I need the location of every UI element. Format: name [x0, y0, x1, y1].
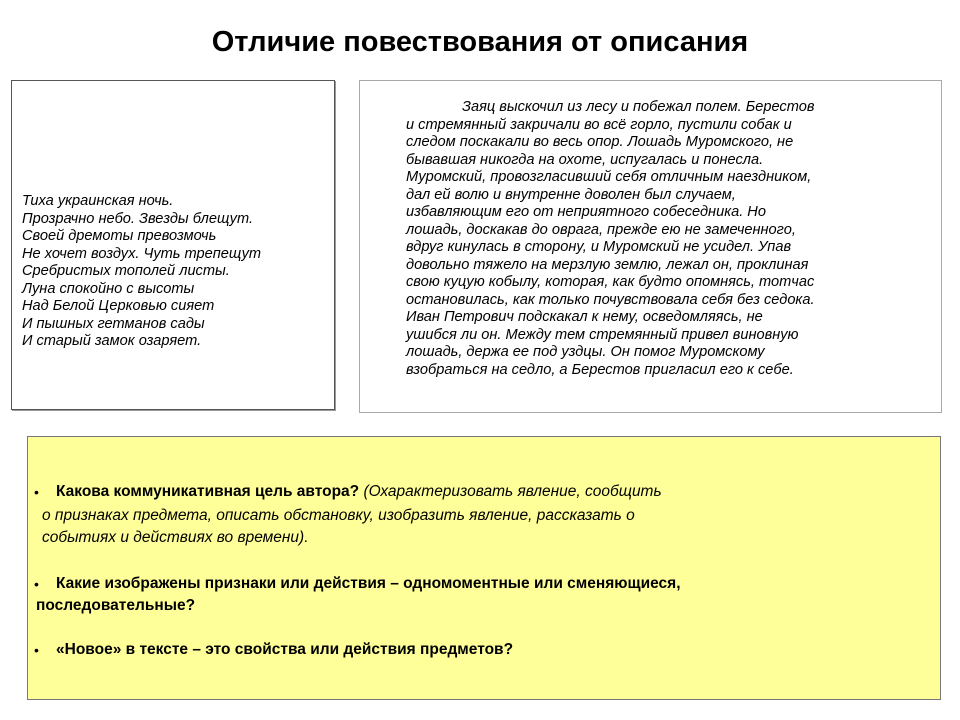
- prose-line: следом поскакали во весь опор. Лошадь Муромского, не: [406, 134, 794, 150]
- prose-line: Муромский, провозгласивший себя отличным наездником,: [406, 169, 812, 185]
- poem-line: Над Белой Церковью сияет: [22, 298, 215, 314]
- bullet-icon: •: [34, 642, 39, 658]
- prose-line: Заяц выскочил из лесу и побежал полем. Берестов: [462, 99, 815, 115]
- page-title: Отличие повествования от описания: [211, 26, 749, 58]
- poem-line: Сребристых тополей листы.: [22, 263, 230, 279]
- prose-text: [406, 99, 932, 379]
- question-3-text: «Новое» в тексте – это свойства или действия предметов?: [56, 641, 514, 658]
- poem-line: И старый замок озаряет.: [22, 333, 202, 349]
- prose-line: избавляющим его от неприятного собеседника. Но: [406, 204, 766, 220]
- prose-line: довольно тяжело на мерзлую землю, лежал он, проклиная: [406, 256, 809, 273]
- question-1-text: Какова коммуникативная цель автора?: [56, 483, 360, 500]
- prose-line: дал ей волю и внутренне доволен был случаем,: [406, 186, 736, 203]
- prose-line: Иван Петрович подскакал к нему, осведомляясь, не: [406, 309, 763, 325]
- poem-line: Своей дремоты превозмочь: [22, 228, 217, 244]
- prose-line: бывавшая никогда на охоте, испугалась и понесла.: [406, 151, 764, 168]
- bullet-icon: •: [34, 576, 39, 592]
- prose-line: взобраться на седло, а Берестов пригласил его к себе.: [406, 361, 794, 378]
- prose-line: свою куцую кобылу, которая, как будто опомнясь, тотчас: [406, 274, 815, 290]
- prose-line: лошадь, доскакав до оврага, прежде ею не замеченного,: [406, 221, 796, 238]
- prose-line: остановилась, как только почувствовала себя без седока.: [406, 291, 815, 308]
- bullet-icon: •: [34, 484, 39, 500]
- prose-line: ушибся ли он. Между тем стремянный привел виновную: [406, 326, 799, 343]
- question-1-hint-text-2: о признаках предмета, описать обстановку, изобразить явление, рассказать о: [42, 507, 635, 524]
- poem-box: [11, 80, 335, 410]
- question-2-line-2: [36, 595, 195, 617]
- question-1-hint-line-3: [42, 527, 309, 549]
- prose-line: лошадь, держа ее под уздцы. Он помог Муромскому: [406, 344, 765, 360]
- poem-line: Тиха украинская ночь.: [22, 193, 174, 209]
- poem-line: Луна спокойно с высоты: [22, 280, 195, 297]
- question-2: [34, 573, 681, 595]
- question-1: [34, 481, 662, 503]
- poem-text: [22, 193, 261, 351]
- prose-line: и стремянный закричали во всё горло, пустили собак и: [406, 116, 792, 133]
- question-2-text-2: последовательные?: [36, 597, 196, 614]
- prose-box: [359, 80, 942, 413]
- question-1-hint: (Охарактеризовать явление, сообщить: [363, 483, 662, 500]
- question-1-hint-text-3: событиях и действиях во времени).: [42, 529, 309, 546]
- poem-line: Прозрачно небо. Звезды блещут.: [22, 210, 254, 227]
- poem-line: И пышных гетманов сады: [22, 315, 205, 332]
- question-3: [34, 639, 513, 661]
- question-2-text: Какие изображены признаки или действия – одномоментные или сменяющиеся,: [56, 575, 681, 592]
- question-1-hint-line-2: [42, 505, 635, 527]
- questions-box: [27, 436, 941, 700]
- poem-line: Не хочет воздух. Чуть трепещут: [22, 245, 262, 262]
- prose-line: вдруг кинулась в сторону, и Муромский не усидел. Упав: [406, 239, 792, 255]
